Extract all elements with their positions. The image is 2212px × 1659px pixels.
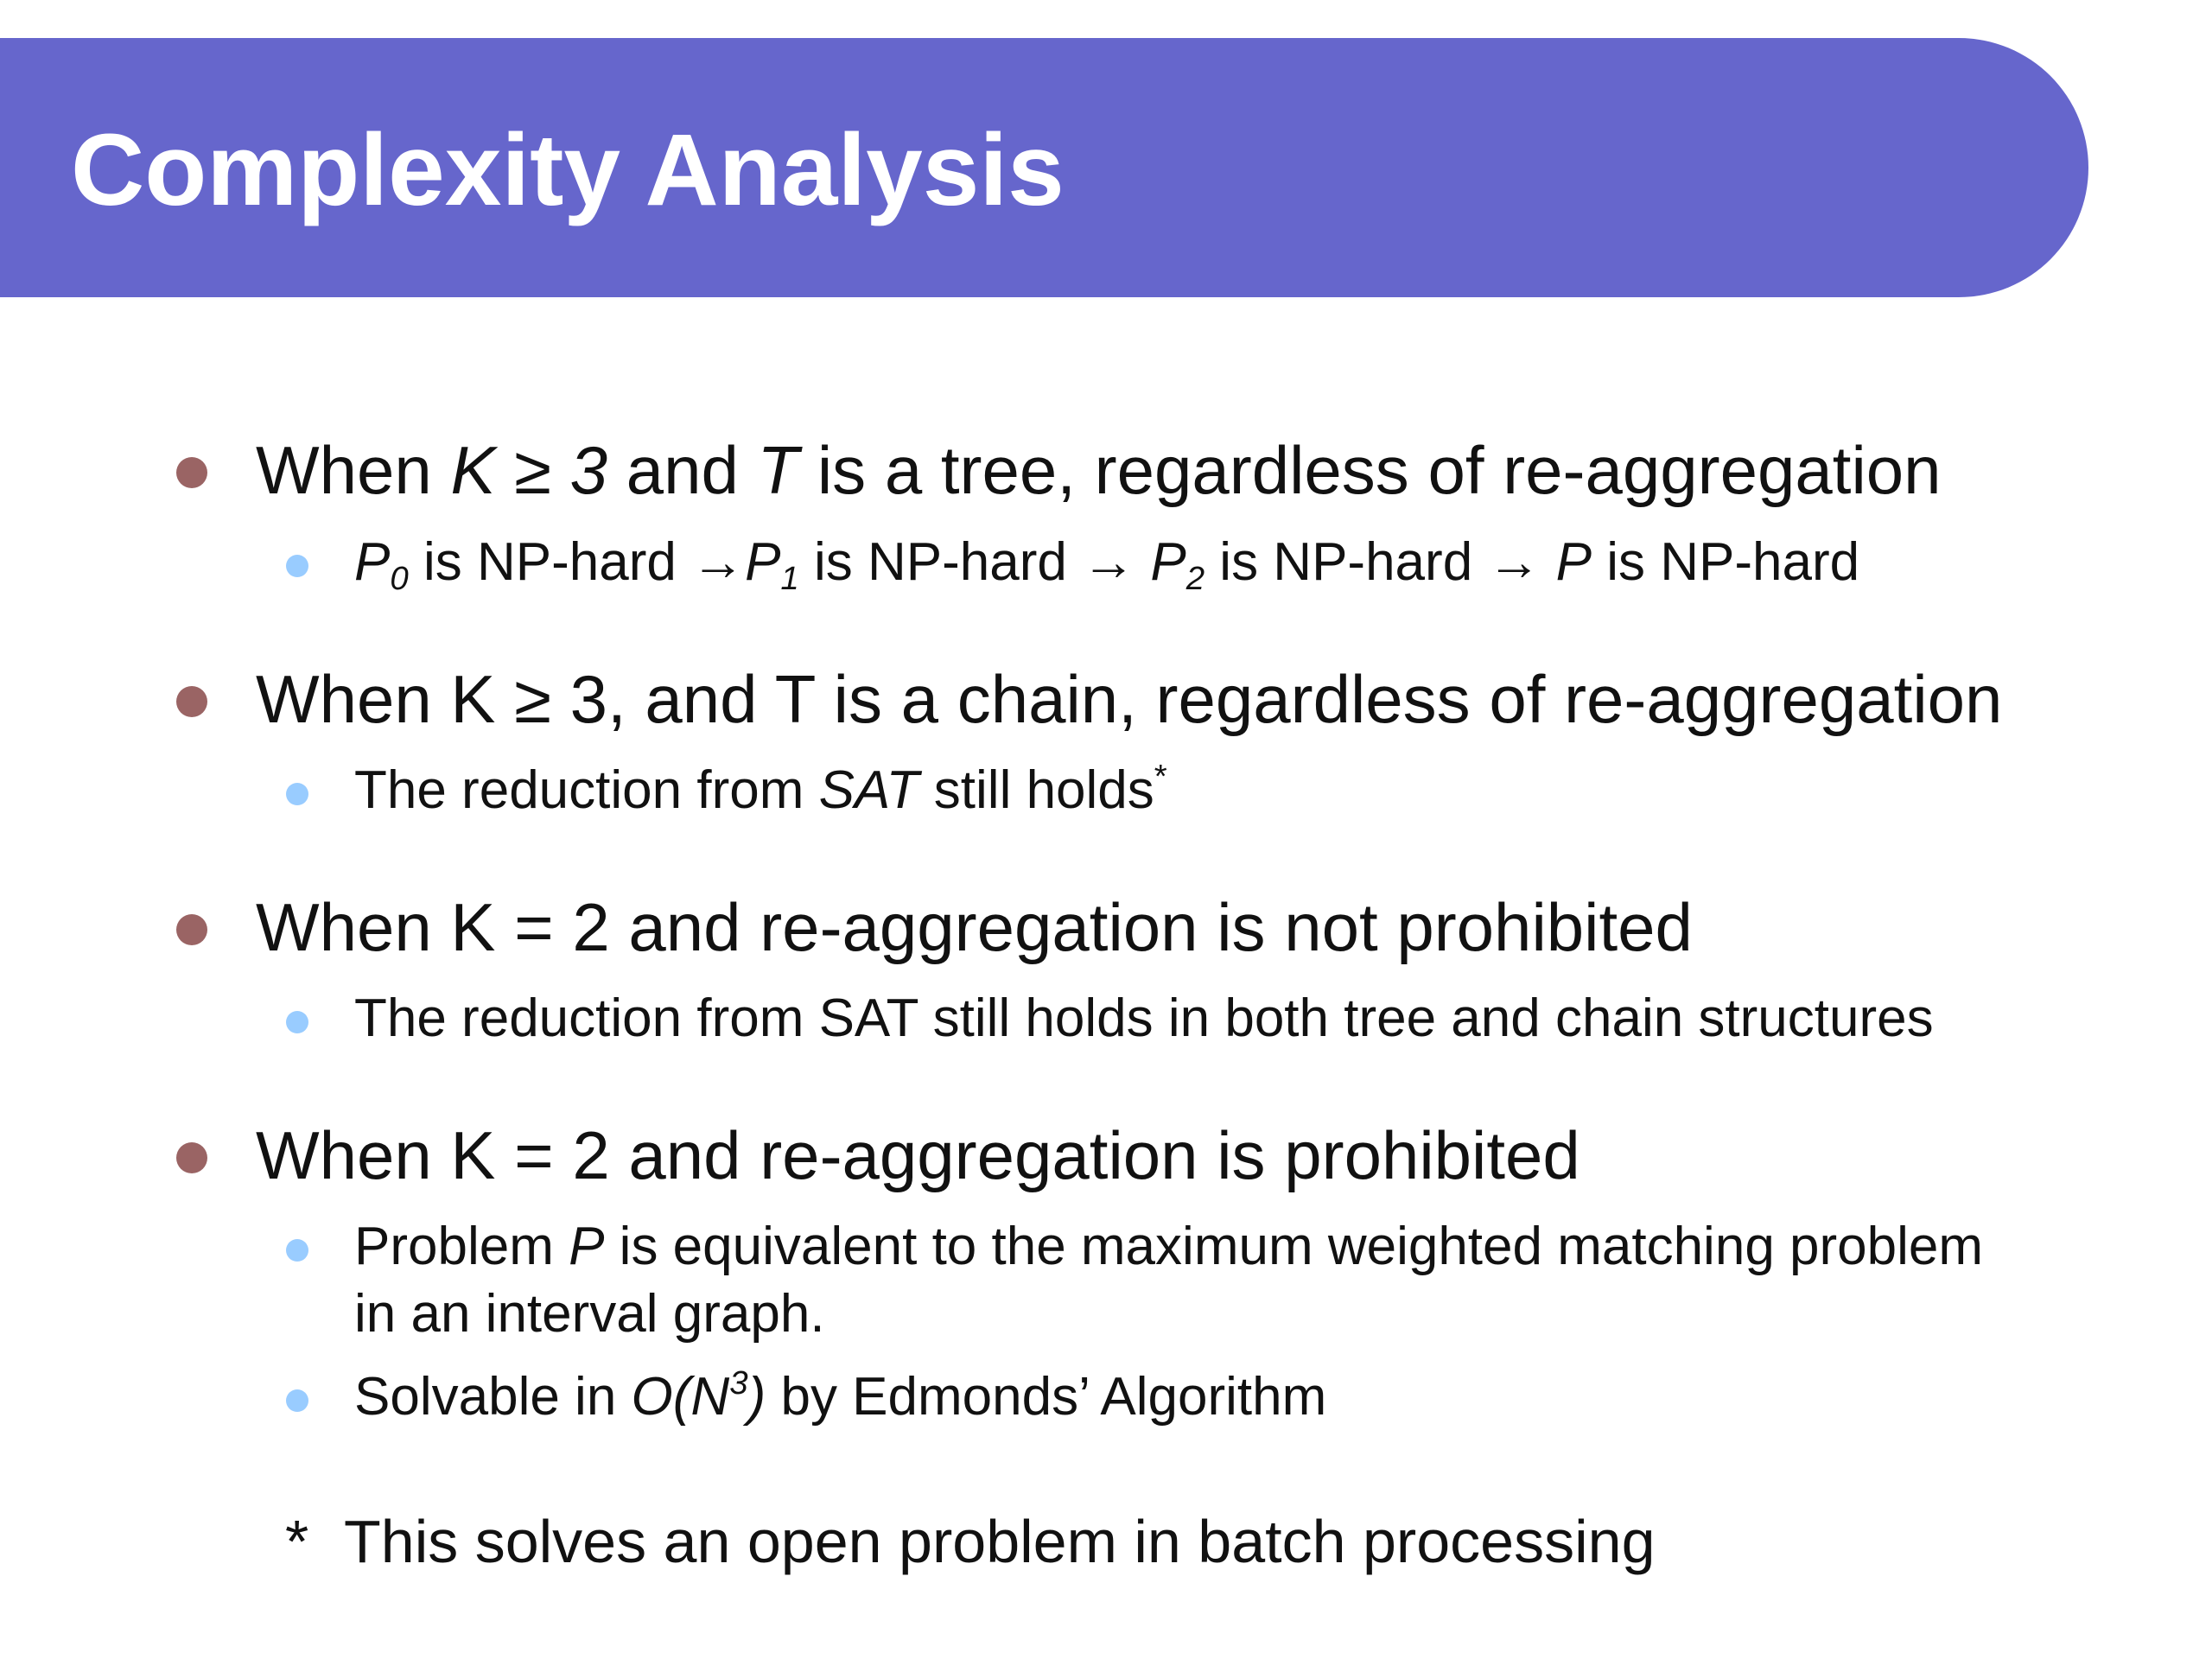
slide-title: Complexity Analysis — [71, 113, 1065, 227]
bullet-4-text: When K = 2 and re-aggregation is prohibited — [256, 1117, 1580, 1193]
bullet-2-sub-1-text: The reduction from SAT still holds* — [354, 758, 1167, 820]
bullet-3-sub-1-text: The reduction from SAT still holds in both tree and chain structures — [354, 988, 1934, 1048]
sub-bullet-dot-icon — [286, 1239, 308, 1262]
footnote-marker: * — [285, 1508, 309, 1575]
bullet-4-sub-2-text: Solvable in $O(N^3)$ by Edmonds’ Algorithm — [354, 1364, 1327, 1427]
bullet-dot-icon — [176, 686, 207, 717]
footnote-text: This solves an open problem in batch processing — [344, 1508, 1656, 1575]
footnote — [285, 1508, 1656, 1575]
bullet-dot-icon — [176, 1142, 207, 1173]
bullet-4-sub-1-text: Problem P is equivalent to the maximum weighted matching problem in an interval graph. — [354, 1217, 1984, 1344]
sub-bullet-dot-icon — [286, 783, 308, 805]
bullet-dot-icon — [176, 457, 207, 488]
bullet-3-text: When K = 2 and re-aggregation is not prohibited — [256, 889, 1693, 965]
sub-bullet-dot-icon — [286, 555, 308, 577]
sub-bullet-dot-icon — [286, 1011, 308, 1033]
bullet-dot-icon — [176, 914, 207, 945]
bullet-1-text: When K ≥ 3 and T is a tree, regardless of re-aggregation — [256, 432, 1942, 508]
bullet-1-sub-1-text: $P_0$ is NP-hard $\to P_1$ is NP-hard → $P_2$ is NP-hard → P is NP-hard — [354, 532, 1860, 597]
sub-bullet-dot-icon — [286, 1389, 308, 1412]
bullet-2-text: When K ≥ 3, and T is a chain, regardless of re-aggregation — [256, 661, 2003, 737]
